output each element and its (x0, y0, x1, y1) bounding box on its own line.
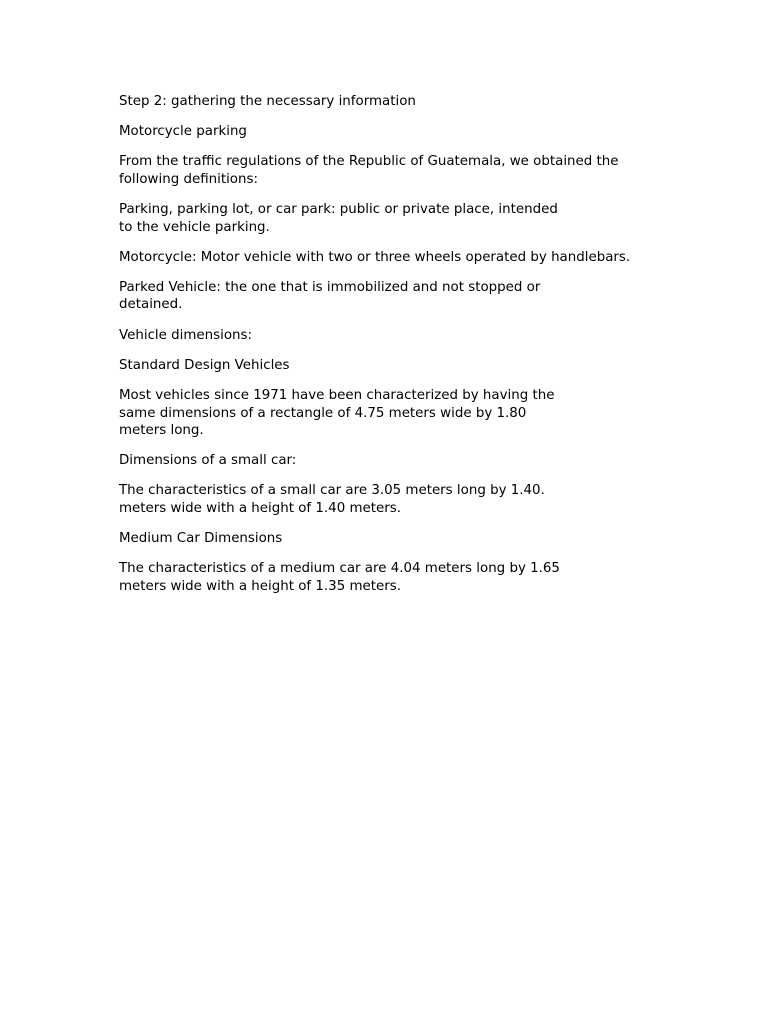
text-line: same dimensions of a rectangle of 4.75 meters wide by 1.80 (119, 405, 527, 421)
text-line: meters wide with a height of 1.40 meters. (119, 500, 401, 516)
text-line: following definitions: (119, 171, 258, 187)
paragraph-standard-dimensions (119, 387, 664, 440)
text-line: detained. (119, 297, 183, 313)
text-line: Parked Vehicle: the one that is immobilized and not stopped or (119, 279, 541, 295)
text-line: Dimensions of a small car: (119, 453, 297, 469)
section-title-small-car (119, 452, 664, 470)
text-line: The characteristics of a small car are 3.05 meters long by 1.40. (119, 483, 545, 499)
text-line: meters wide with a height of 1.35 meters. (119, 578, 401, 594)
definition-parked-vehicle (119, 279, 664, 314)
text-line: Standard Design Vehicles (119, 357, 290, 373)
section-title-standard-design-vehicles (119, 357, 664, 375)
paragraph-regulations-intro (119, 153, 664, 188)
definition-parking (119, 201, 664, 236)
text-line: From the traffic regulations of the Republic of Guatemala, we obtained the (119, 154, 619, 170)
text-line: Step 2: gathering the necessary information (119, 94, 416, 109)
definition-motorcycle (119, 249, 664, 267)
text-line: Most vehicles since 1971 have been characterized by having the (119, 388, 555, 403)
text-line: to the vehicle parking. (119, 219, 270, 235)
text-line: Motorcycle parking (119, 124, 247, 140)
text-line: Parking, parking lot, or car park: public or private place, intended (119, 202, 558, 218)
step-heading (119, 93, 664, 111)
paragraph-small-car (119, 482, 664, 517)
document-body (119, 93, 664, 608)
text-line: The characteristics of a medium car are 4.04 meters long by 1.65 (119, 561, 560, 577)
text-line: Medium Car Dimensions (119, 531, 283, 547)
section-title-motorcycle-parking (119, 123, 664, 141)
text-line: meters long. (119, 423, 204, 438)
text-line: Motorcycle: Motor vehicle with two or three wheels operated by handlebars. (119, 249, 631, 265)
text-line: Vehicle dimensions: (119, 327, 252, 343)
section-title-medium-car (119, 530, 664, 548)
paragraph-medium-car (119, 560, 664, 595)
section-title-vehicle-dimensions (119, 327, 664, 345)
